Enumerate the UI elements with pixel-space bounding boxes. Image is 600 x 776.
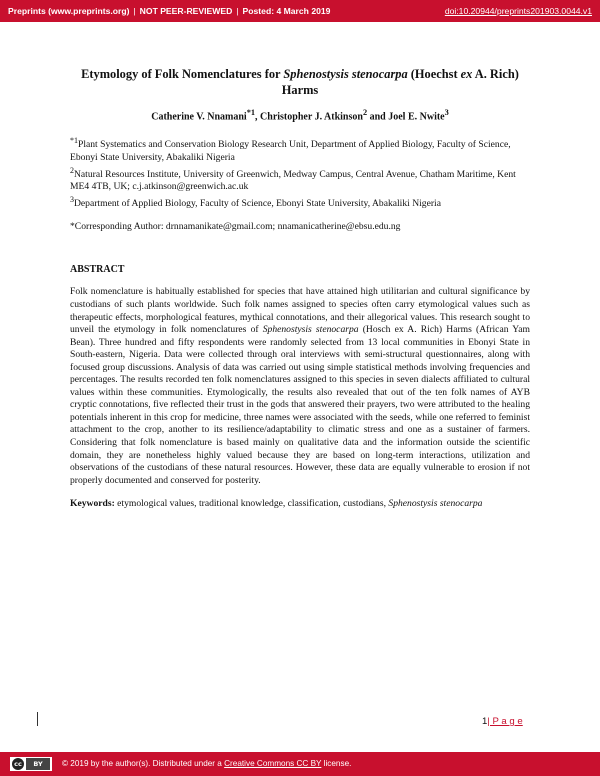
paper-title: Etymology of Folk Nomenclatures for Sphenostysis stenocarpa (Hoechst ex A. Rich) Harms xyxy=(81,67,519,97)
cc-by-badge[interactable] xyxy=(10,757,52,771)
cc-icon: cc xyxy=(12,758,24,770)
posted-date: Posted: 4 March 2019 xyxy=(242,6,331,16)
copyright-notice: © 2019 by the author(s). Distributed under a Creative Commons CC BY license. xyxy=(62,759,352,768)
corresponding-author: *Corresponding Author: drnnamanikate@gmail.com; nnamanicatherine@ebsu.edu.ng xyxy=(70,220,401,232)
license-footer-bar xyxy=(0,752,600,776)
affiliation-2: $^2$Natural Resources Institute, University of Greenwich, Medway Campus, Central Avenue, Chatham Maritime, Kent ME4 4TB, UK; c.j.atkinson@greenwich.ac.uk xyxy=(70,165,516,193)
author-1: Catherine V. Nnamani xyxy=(151,111,247,123)
keywords-species: Sphenostysis stenocarpa xyxy=(388,498,483,510)
affiliation-1: $^{*1}$Plant Systematics and Conservation Biology Research Unit, Department of Applied Biology, Faculty of Science, Ebonyi State University, Abakaliki Nigeria xyxy=(70,136,511,164)
affiliation-3: $^3$Department of Applied Biology, Faculty of Science, Ebonyi State University, Abakaliki Nigeria xyxy=(70,195,441,210)
title-species-name: Sphenostysis stenocarpa xyxy=(283,67,408,81)
abstract-body: Folk nomenclature is habitually established for species that have attained high utilitarian and cultural significance by custodians of such plants worldwide. Such folk names assigned to species often carry etymological values such as therapeutic effects, morphological features, mythical connotations, and their allegorical values. This research sought to unveil the etymology in folk nomenclatures of Sphenostysis stenocarpa (Hosch ex A. Rich) Harms (African Yam Bean). Three hundred and fifty respondents were randomly selected from 13 local communities in Ebonyi State in South-eastern, Nigeria. Data were collected through oral interviews with semi-structural questionnaires, along with focused group discussions. Analysis of data was carried out using simple statistical methods involving frequencies and percentages. The results recorded ten folk nomenclatures assigned to this species in seven dialects affiliated to cultural values within these communities. Etymologically, the results also revealed that out of the ten folk names of AYB cryptic connotations, five reflected their trust in the gods that answered their prayers, two were attributed to the healing potentials inherent in this crop for medicine, three names were associated with the seeds, while one referred to feminist attachment to the crop, another to its resilience/adaptability to climatic stress and one as a sustainer of farmers. Considering that folk nomenclature is based mainly on qualitative data and the information outside the scientific domain, they are nonetheless highly valued because they are based on long-term interactions, utilization and observations of the custodians of these natural resources. However, these data are equally vulnerable to erosion if not properly documented and conserved for posterity. xyxy=(70,286,530,486)
license-link[interactable]: Creative Commons CC BY xyxy=(224,759,322,768)
doi-link[interactable]: doi:10.20944/preprints201903.0044.v1 xyxy=(444,6,592,16)
header-left: Preprints (www.preprints.org) | NOT PEER-REVIEWED | Posted: 4 March 2019 xyxy=(8,6,331,16)
paper-content xyxy=(70,66,530,511)
preprints-source-link[interactable]: Preprints (www.preprints.org) xyxy=(8,6,130,16)
abstract-species-name: Sphenostysis stenocarpa xyxy=(262,324,359,336)
abstract-heading: ABSTRACT xyxy=(70,264,125,276)
page-label: | P a g e xyxy=(487,716,523,727)
affiliations xyxy=(70,135,530,211)
page-margin-mark xyxy=(37,712,38,726)
author-2: , Christopher J. Atkinson xyxy=(255,111,363,123)
keywords xyxy=(70,498,530,511)
page-number: 1| P a g e xyxy=(482,716,523,727)
keywords-text: etymological values, traditional knowledge, classification, custodians, xyxy=(114,498,389,510)
peer-review-status: NOT PEER-REVIEWED xyxy=(139,6,233,16)
preprint-header-bar xyxy=(0,0,600,22)
author-3: and Joel E. Nwite xyxy=(367,111,445,123)
author-list: Catherine V. Nnamani$^{*1}$, Christopher J. Atkinson$^2$ and Joel E. Nwite$^3$ xyxy=(151,108,449,123)
by-icon: BY xyxy=(26,758,50,770)
keywords-label: Keywords: xyxy=(70,498,115,510)
